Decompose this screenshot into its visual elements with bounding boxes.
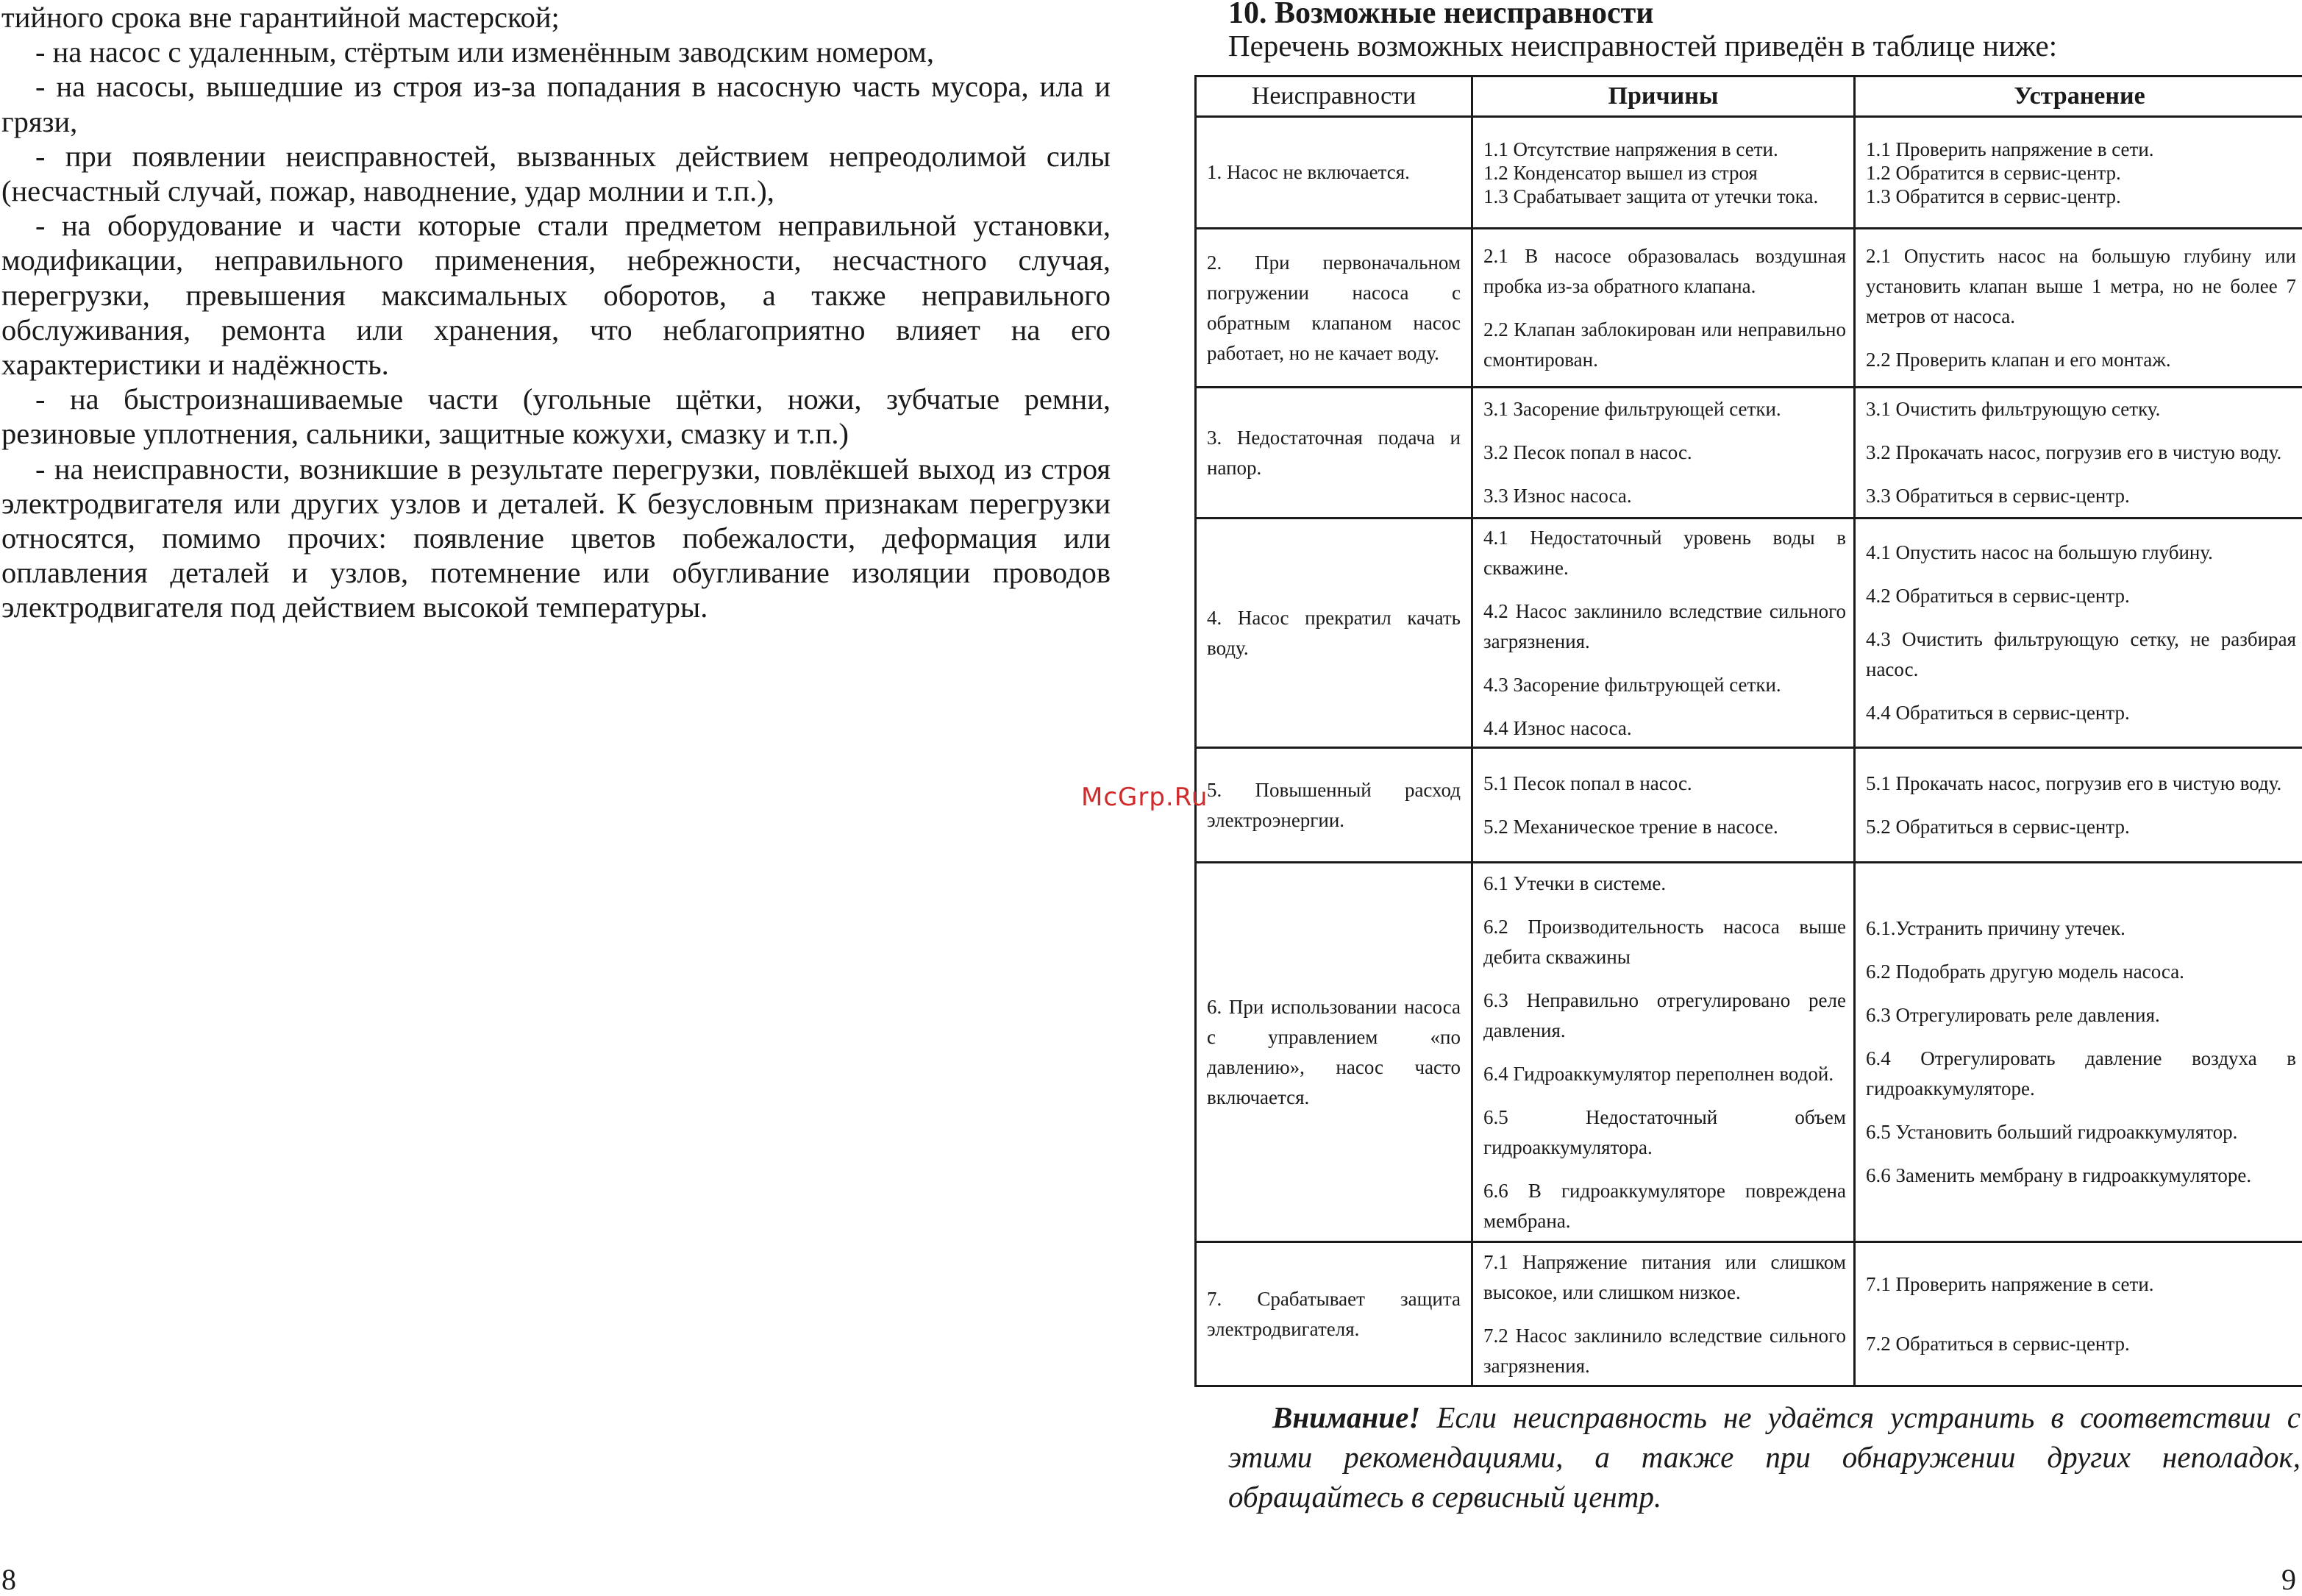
fix-item: 5.1 Прокачать насос, погрузив его в чистую воду. bbox=[1866, 772, 2282, 794]
fix-item: 5.2 Обратиться в сервис-центр. bbox=[1866, 815, 2130, 838]
fixes-cell bbox=[1855, 863, 2302, 1242]
cause-item: 6.4 Гидроаккумулятор переполнен водой. bbox=[1483, 1062, 1834, 1085]
fault-cell bbox=[1196, 863, 1472, 1242]
fixes-cell bbox=[1855, 388, 2302, 519]
table-row bbox=[1196, 863, 2302, 1242]
fix-item: 4.1 Опустить насос на большую глубину. bbox=[1866, 541, 2213, 563]
causes-cell bbox=[1472, 863, 1855, 1242]
warning-text: Если неисправность не удаётся устранить в соответствии с этими рекомендациями, а также при обнаружении других неполадок, обращайтесь в сервисный центр. bbox=[1228, 1400, 2301, 1514]
fault-cell bbox=[1196, 1242, 1472, 1386]
paragraph: - на неисправности, возникшие в результате перегрузки, повлёкшей выход из строя электродвигателя или других узлов и деталей. К безусловным признакам перегрузки относятся, помимо прочих: появление цветов побежалости, деформация или оплавления деталей и узлов, потемнение или обугливание изоляции проводов электродвигателя под действием высокой температуры. bbox=[1, 452, 1111, 624]
fixes-cell bbox=[1855, 748, 2302, 863]
header-fixes: Устранение bbox=[1855, 76, 2302, 117]
cause-item: 7.1 Напряжение питания или слишком высокое, или слишком низкое. bbox=[1483, 1250, 1846, 1303]
cause-item: 2.1 В насосе образовалась воздушная пробка из-за обратного клапана. bbox=[1483, 244, 1846, 297]
cause-item: 3.1 Засорение фильтрующей сетки. bbox=[1483, 398, 1781, 420]
cause-item: 1.2 Конденсатор вышел из строя bbox=[1483, 161, 1758, 184]
section-intro: Перечень возможных неисправностей приведён в таблице ниже: bbox=[1228, 29, 2058, 63]
cause-item: 4.3 Засорение фильтрующей сетки. bbox=[1483, 673, 1781, 696]
cause-item: 6.3 Неправильно отрегулировано реле давления. bbox=[1483, 988, 1846, 1041]
cause-item: 6.2 Производительность насоса выше дебита скважины bbox=[1483, 915, 1846, 968]
faults-table bbox=[1194, 75, 2302, 1387]
fault-text: 5. Повышенный расход электроэнергии. bbox=[1207, 778, 1461, 831]
warning-label: Внимание! bbox=[1272, 1400, 1421, 1434]
cause-item: 1.3 Срабатывает защита от утечки тока. bbox=[1483, 185, 1819, 207]
header-causes: Причины bbox=[1472, 76, 1855, 117]
cause-item: 4.4 Износ насоса. bbox=[1483, 716, 1632, 739]
cause-item: 4.1 Недостаточный уровень воды в скважине. bbox=[1483, 526, 1846, 579]
fix-item: 3.3 Обратиться в сервис-центр. bbox=[1866, 485, 2130, 507]
fix-item: 3.2 Прокачать насос, погрузив его в чистую воду. bbox=[1866, 441, 2282, 463]
section-title: 10. Возможные неисправности bbox=[1228, 0, 1654, 30]
cause-item: 3.3 Износ насоса. bbox=[1483, 485, 1632, 507]
causes-cell bbox=[1472, 388, 1855, 519]
table-header-row bbox=[1196, 76, 2302, 117]
header-faults: Неисправности bbox=[1196, 76, 1472, 117]
table-row bbox=[1196, 748, 2302, 863]
cause-item: 6.5 Недостаточный объем гидроаккумулятора. bbox=[1483, 1105, 1846, 1158]
fault-text: 6. При использовании насоса с управлением «по давлению», насос часто включается. bbox=[1207, 995, 1461, 1108]
fix-item: 7.1 Проверить напряжение в сети. bbox=[1866, 1272, 2154, 1295]
fault-text: 2. При первоначальном погружении насоса с обратным клапаном насос работает, но не качает воду. bbox=[1207, 251, 1461, 364]
fix-item: 3.1 Очистить фильтрующую сетку. bbox=[1866, 398, 2161, 420]
fault-cell bbox=[1196, 229, 1472, 388]
cause-item: 5.2 Механическое трение в насосе. bbox=[1483, 815, 1778, 838]
cause-item: 4.2 Насос заклинило вследствие сильного загрязнения. bbox=[1483, 599, 1846, 652]
fault-text: 1. Насос не включается. bbox=[1207, 161, 1410, 183]
warranty-exclusions-text bbox=[1, 0, 1111, 625]
causes-cell bbox=[1472, 229, 1855, 388]
causes-cell bbox=[1472, 117, 1855, 229]
fault-text: 7. Срабатывает защита электродвигателя. bbox=[1207, 1287, 1461, 1340]
fault-cell bbox=[1196, 388, 1472, 519]
cause-item: 6.1 Утечки в системе. bbox=[1483, 872, 1667, 894]
paragraph: - при появлении неисправностей, вызванных действием непреодолимой силы (несчастный случай, пожар, наводнение, удар молнии и т.п.), bbox=[1, 139, 1111, 208]
fix-item: 2.2 Проверить клапан и его монтаж. bbox=[1866, 348, 2171, 371]
paragraph: тийного срока вне гарантийной мастерской; bbox=[1, 1, 560, 34]
fixes-cell bbox=[1855, 519, 2302, 748]
fixes-cell bbox=[1855, 229, 2302, 388]
paragraph: - на насосы, вышедшие из строя из-за попадания в насосную часть мусора, ила и грязи, bbox=[1, 70, 1111, 138]
paragraph: - на насос с удаленным, стёртым или изменённым заводским номером, bbox=[35, 35, 934, 69]
fix-item: 1.1 Проверить напряжение в сети. bbox=[1866, 138, 2154, 160]
cause-item: 1.1 Отсутствие напряжения в сети. bbox=[1483, 138, 1778, 160]
table-row bbox=[1196, 519, 2302, 748]
table-row bbox=[1196, 388, 2302, 519]
fault-cell bbox=[1196, 748, 1472, 863]
fix-item: 6.6 Заменить мембрану в гидроаккумуляторе. bbox=[1866, 1164, 2252, 1186]
fix-item: 6.5 Установить больший гидроаккумулятор. bbox=[1866, 1121, 2238, 1143]
table-row bbox=[1196, 117, 2302, 229]
fix-item: 7.2 Обратиться в сервис-центр. bbox=[1866, 1332, 2130, 1355]
fix-item: 6.1.Устранить причину утечек. bbox=[1866, 917, 2125, 939]
watermark: McGrp.Ru bbox=[1081, 783, 1208, 812]
paragraph: - на быстроизнашиваемые части (угольные щётки, ножи, зубчатые ремни, резиновые уплотнения, сальники, защитные кожухи, смазку и т.п.) bbox=[1, 382, 1111, 451]
fixes-cell bbox=[1855, 117, 2302, 229]
fix-item: 4.2 Обратиться в сервис-центр. bbox=[1866, 585, 2130, 607]
cause-item: 6.6 В гидроаккумуляторе повреждена мембрана. bbox=[1483, 1179, 1846, 1232]
warning-note bbox=[1228, 1397, 2301, 1517]
page-number-left: 8 bbox=[1, 1563, 16, 1596]
fix-item: 4.4 Обратиться в сервис-центр. bbox=[1866, 702, 2130, 724]
fault-text: 3. Недостаточная подача и напор. bbox=[1207, 426, 1461, 479]
cause-item: 2.2 Клапан заблокирован или неправильно смонтирован. bbox=[1483, 318, 1846, 371]
fix-item: 6.3 Отрегулировать реле давления. bbox=[1866, 1004, 2160, 1026]
fix-item: 6.2 Подобрать другую модель насоса. bbox=[1866, 961, 2184, 983]
paragraph: - на оборудование и части которые стали предметом неправильной установки, модификации, неправильного применения, небрежности, несчастного случая, перегрузки, превышения максимальных оборотов, а также неправильного обслуживания, ремонта или хранения, что неблагоприятно влияет на его характеристики и надёжность. bbox=[1, 209, 1111, 382]
cause-item: 3.2 Песок попал в насос. bbox=[1483, 441, 1692, 463]
fix-item: 1.3 Обратится в сервис-центр. bbox=[1866, 185, 2121, 207]
table-row bbox=[1196, 229, 2302, 388]
causes-cell bbox=[1472, 748, 1855, 863]
causes-cell bbox=[1472, 519, 1855, 748]
fixes-cell bbox=[1855, 1242, 2302, 1386]
fault-cell bbox=[1196, 519, 1472, 748]
cause-item: 5.1 Песок попал в насос. bbox=[1483, 772, 1692, 794]
page-number-right: 9 bbox=[2281, 1563, 2296, 1596]
fix-item: 1.2 Обратится в сервис-центр. bbox=[1866, 161, 2121, 184]
fix-item: 6.4 Отрегулировать давление воздуха в гидроаккумуляторе. bbox=[1866, 1047, 2296, 1100]
fault-cell bbox=[1196, 117, 1472, 229]
causes-cell bbox=[1472, 1242, 1855, 1386]
cause-item: 7.2 Насос заклинило вследствие сильного загрязнения. bbox=[1483, 1324, 1846, 1377]
table-row bbox=[1196, 1242, 2302, 1386]
fix-item: 4.3 Очистить фильтрующую сетку, не разбирая насос. bbox=[1866, 628, 2296, 680]
fault-text: 4. Насос прекратил качать воду. bbox=[1207, 606, 1461, 659]
fix-item: 2.1 Опустить насос на большую глубину или установить клапан выше 1 метра, но не более 7 метров от насоса. bbox=[1866, 244, 2296, 327]
